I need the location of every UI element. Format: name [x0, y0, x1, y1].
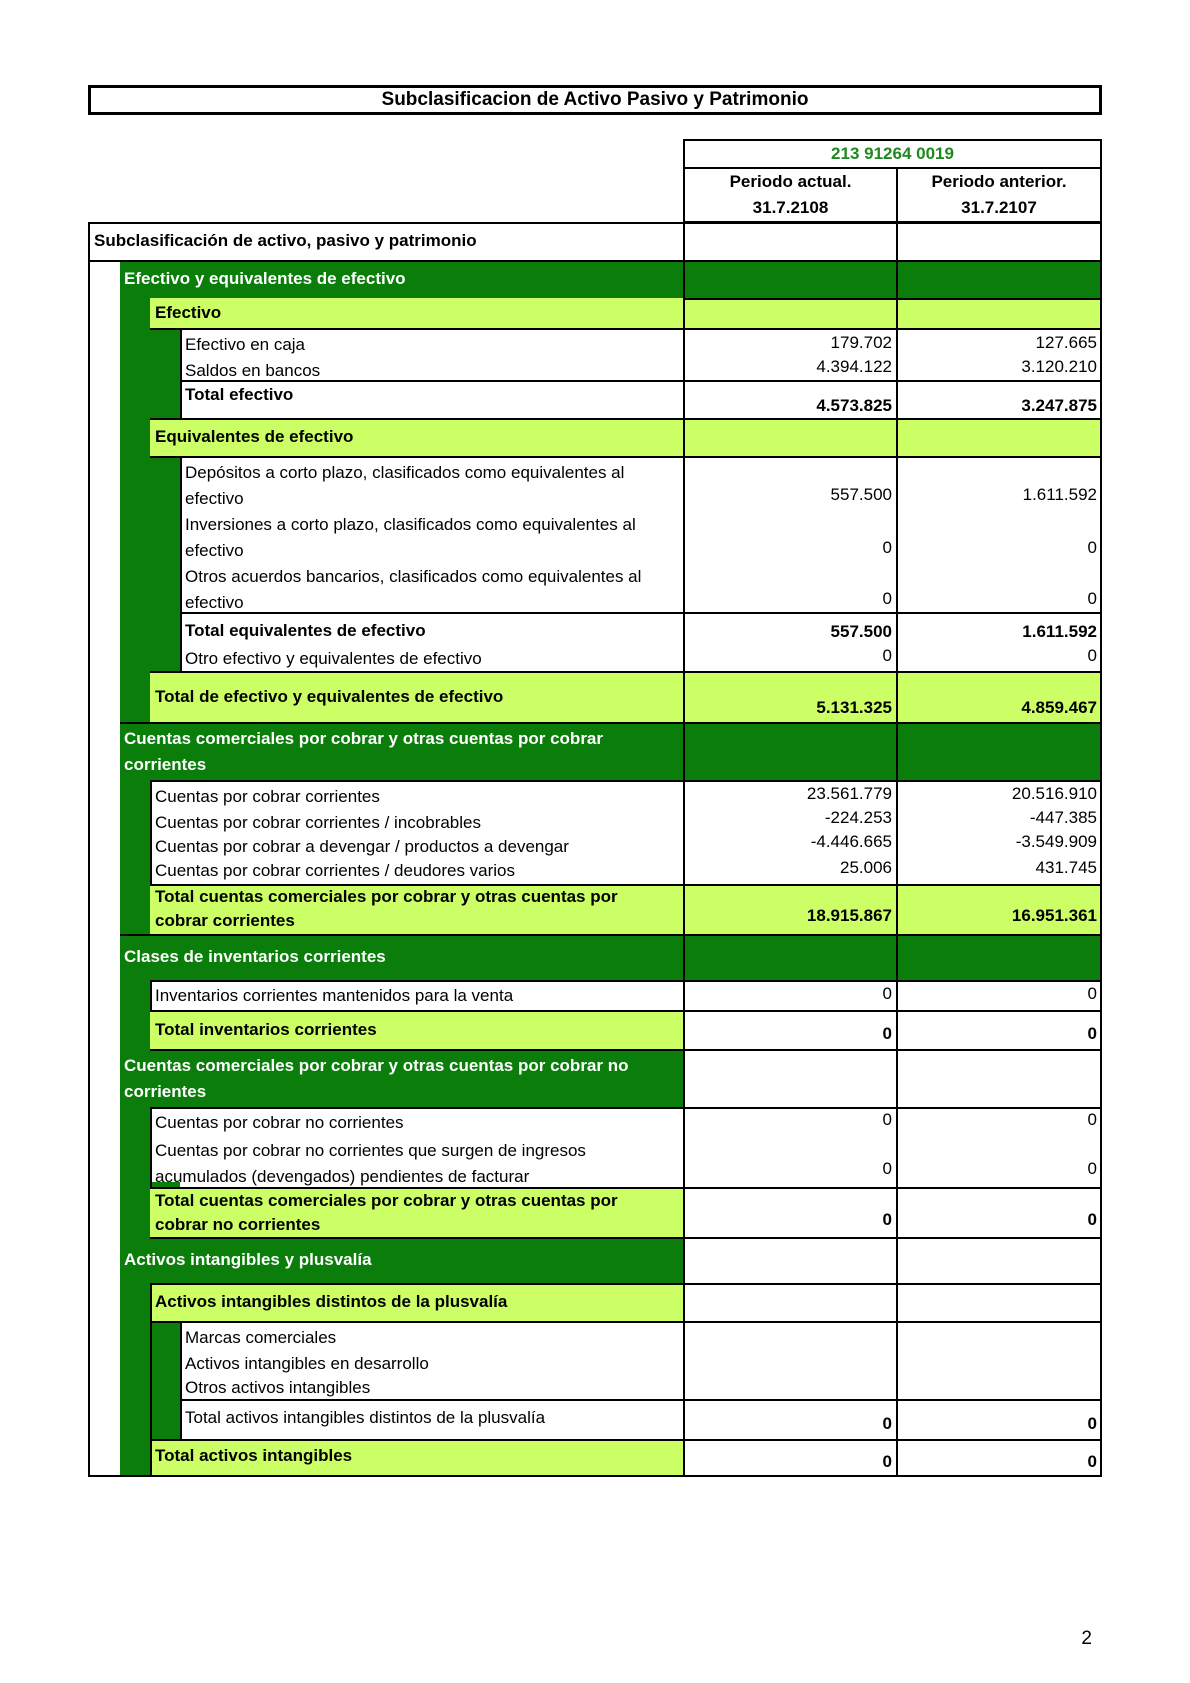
period-current-label: Periodo actual.: [729, 172, 852, 191]
entity-code: 213 91264 0019: [831, 144, 954, 163]
row-label: acumulados (devengados) pendientes de facturar: [155, 1167, 530, 1186]
value-previous: 0: [1087, 1414, 1097, 1433]
period-current-header: [683, 167, 898, 223]
grid-line: [150, 980, 152, 1010]
period-current-date: 31.7.2108: [752, 198, 829, 217]
row-label: Total activos intangibles: [155, 1446, 353, 1465]
row-label: Inversiones a corto plazo, clasificados como equivalentes al: [185, 515, 636, 534]
grid-line: [88, 260, 1102, 262]
grid-line: [150, 1107, 152, 1187]
grid-line: [1100, 139, 1102, 1477]
row-label: Cuentas por cobrar corrientes / deudores varios: [155, 861, 516, 880]
value-current: 0: [882, 646, 892, 665]
value-current: 0: [882, 1414, 892, 1433]
grid-line: [180, 1321, 182, 1439]
grid-line: [683, 298, 1102, 300]
grid-line: [88, 222, 1102, 224]
value-previous: 0: [1087, 1159, 1097, 1178]
row-label: Efectivo en caja: [185, 335, 306, 354]
row-label: Inventarios corrientes mantenidos para la venta: [155, 986, 514, 1005]
value-current: 557.500: [830, 485, 892, 504]
value-current: 25.006: [840, 858, 892, 877]
row-label: Total inventarios corrientes: [155, 1020, 377, 1039]
value-previous: 431.745: [1035, 858, 1097, 877]
value-previous: 0: [1087, 1024, 1097, 1043]
grid-line: [180, 328, 182, 418]
row-label: Total activos intangibles distintos de la plusvalía: [185, 1408, 546, 1427]
row-label: corrientes: [124, 755, 207, 774]
row-label: cobrar corrientes: [155, 911, 295, 930]
value-previous: 0: [1087, 984, 1097, 1003]
row-label: Cuentas por cobrar corrientes: [155, 787, 380, 806]
section-cuentas-comerciales-values-bg: [683, 722, 1102, 780]
value-current: 0: [882, 538, 892, 557]
value-current: 0: [882, 984, 892, 1003]
value-previous: 4.859.467: [1021, 698, 1097, 717]
value-current: 23.561.779: [806, 784, 892, 803]
grid-line: [150, 418, 1102, 420]
grid-line: [896, 167, 898, 1477]
row-label: Cuentas comerciales por cobrar y otras cuentas por cobrar no: [124, 1056, 629, 1075]
row-label: Activos intangibles distintos de la plusvalía: [155, 1292, 508, 1311]
row-label: Total equivalentes de efectivo: [185, 621, 426, 640]
row-label: Total cuentas comerciales por cobrar y otras cuentas por: [155, 887, 618, 906]
row-label: Total cuentas comerciales por cobrar y otras cuentas por: [155, 1191, 618, 1210]
grid-line: [120, 722, 1102, 724]
value-previous: 1.611.592: [1022, 622, 1097, 641]
indent-bar-level1: [120, 298, 150, 1476]
section-efectivo-equivalentes-values-bg: [683, 260, 1102, 298]
grid-line: [150, 328, 1102, 330]
value-current: 557.500: [830, 622, 892, 641]
row-label: cobrar no corrientes: [155, 1215, 321, 1234]
entity-code-header: [683, 139, 1102, 169]
row-label: Total de efectivo y equivalentes de efectivo: [155, 687, 504, 706]
row-label: Efectivo y equivalentes de efectivo: [124, 269, 406, 288]
value-previous: -447.385: [1029, 808, 1097, 827]
value-current: 0: [882, 1110, 892, 1129]
value-current: 0: [882, 1452, 892, 1471]
value-current: 179.702: [830, 333, 892, 352]
grid-line: [88, 222, 90, 1477]
value-previous: 3.247.875: [1021, 396, 1097, 415]
row-label: Activos intangibles en desarrollo: [185, 1354, 429, 1373]
value-previous: 0: [1087, 1452, 1097, 1471]
row-efectivo-bg: [150, 298, 683, 328]
value-previous: 0: [1087, 1210, 1097, 1229]
value-previous: 16.951.361: [1011, 906, 1097, 925]
grid-line: [180, 612, 1102, 614]
row-label: Otros acuerdos bancarios, clasificados como equivalentes al: [185, 567, 642, 586]
value-previous: 0: [1087, 646, 1097, 665]
row-label: efectivo: [185, 489, 244, 508]
period-previous-date: 31.7.2107: [961, 198, 1037, 217]
period-previous-header: [896, 167, 1102, 223]
grid-line: [150, 1283, 1102, 1285]
value-previous: 127.665: [1035, 333, 1097, 352]
row-efectivo-values-bg: [683, 298, 1102, 328]
value-current: -4.446.665: [810, 832, 892, 851]
value-previous: -3.549.909: [1015, 832, 1097, 851]
value-previous: 0: [1087, 589, 1097, 608]
value-current: 0: [882, 589, 892, 608]
row-label: Total efectivo: [185, 385, 294, 404]
period-previous-label: Periodo anterior.: [931, 172, 1067, 191]
grid-line: [88, 1475, 1102, 1477]
row-label: Equivalentes de efectivo: [155, 427, 354, 446]
row-label: efectivo: [185, 541, 244, 560]
row-label: Clases de inventarios corrientes: [124, 947, 386, 966]
value-current: 5.131.325: [816, 698, 892, 717]
row-label: Cuentas por cobrar no corrientes que surgen de ingresos: [155, 1141, 586, 1160]
value-previous: 20.516.910: [1011, 784, 1097, 803]
value-previous: 0: [1087, 538, 1097, 557]
row-label: Saldos en bancos: [185, 361, 321, 380]
grid-line: [150, 456, 1102, 458]
document-title: [88, 85, 1102, 115]
grid-line: [150, 1049, 1102, 1051]
document-title-text: Subclasificacion de Activo Pasivo y Patrimonio: [381, 89, 809, 110]
row-label: Cuentas por cobrar corrientes / incobrables: [155, 813, 481, 832]
value-current: 0: [882, 1210, 892, 1229]
row-label: Activos intangibles y plusvalía: [124, 1250, 372, 1269]
section-inventarios-values-bg: [683, 934, 1102, 980]
row-label: efectivo: [185, 593, 244, 612]
row-label: Otro efectivo y equivalentes de efectivo: [185, 649, 482, 668]
grid-line: [150, 1283, 152, 1475]
row-label: corrientes: [124, 1082, 207, 1101]
value-current: 4.394.122: [816, 357, 892, 376]
row-label: Depósitos a corto plazo, clasificados como equivalentes al: [185, 463, 625, 482]
value-current: 0: [882, 1159, 892, 1178]
row-label: Cuentas por cobrar no corrientes: [155, 1113, 404, 1132]
value-previous: 1.611.592: [1022, 485, 1097, 504]
page-number: 2: [1081, 1628, 1092, 1649]
grid-line: [150, 780, 152, 886]
row-label: Subclasificación de activo, pasivo y patrimonio: [94, 231, 477, 250]
grid-line: [120, 934, 1102, 936]
row-label: Cuentas por cobrar a devengar / productos a devengar: [155, 837, 569, 856]
value-current: 4.573.825: [816, 396, 892, 415]
grid-line: [180, 456, 182, 671]
grid-line: [150, 1010, 1102, 1012]
value-current: 18.915.867: [806, 906, 892, 925]
value-current: 0: [882, 1024, 892, 1043]
row-label: Efectivo: [155, 303, 222, 322]
row-label: Cuentas comerciales por cobrar y otras cuentas por cobrar: [124, 729, 604, 748]
row-label: Marcas comerciales: [185, 1328, 337, 1347]
value-previous: 0: [1087, 1110, 1097, 1129]
grid-line: [150, 1321, 1102, 1323]
row-equivalentes-values-bg: [683, 418, 1102, 456]
grid-line: [150, 1439, 1102, 1441]
grid-line: [683, 139, 685, 1477]
value-previous: 3.120.210: [1021, 357, 1097, 376]
row-label: Otros activos intangibles: [185, 1378, 371, 1397]
value-current: -224.253: [824, 808, 892, 827]
